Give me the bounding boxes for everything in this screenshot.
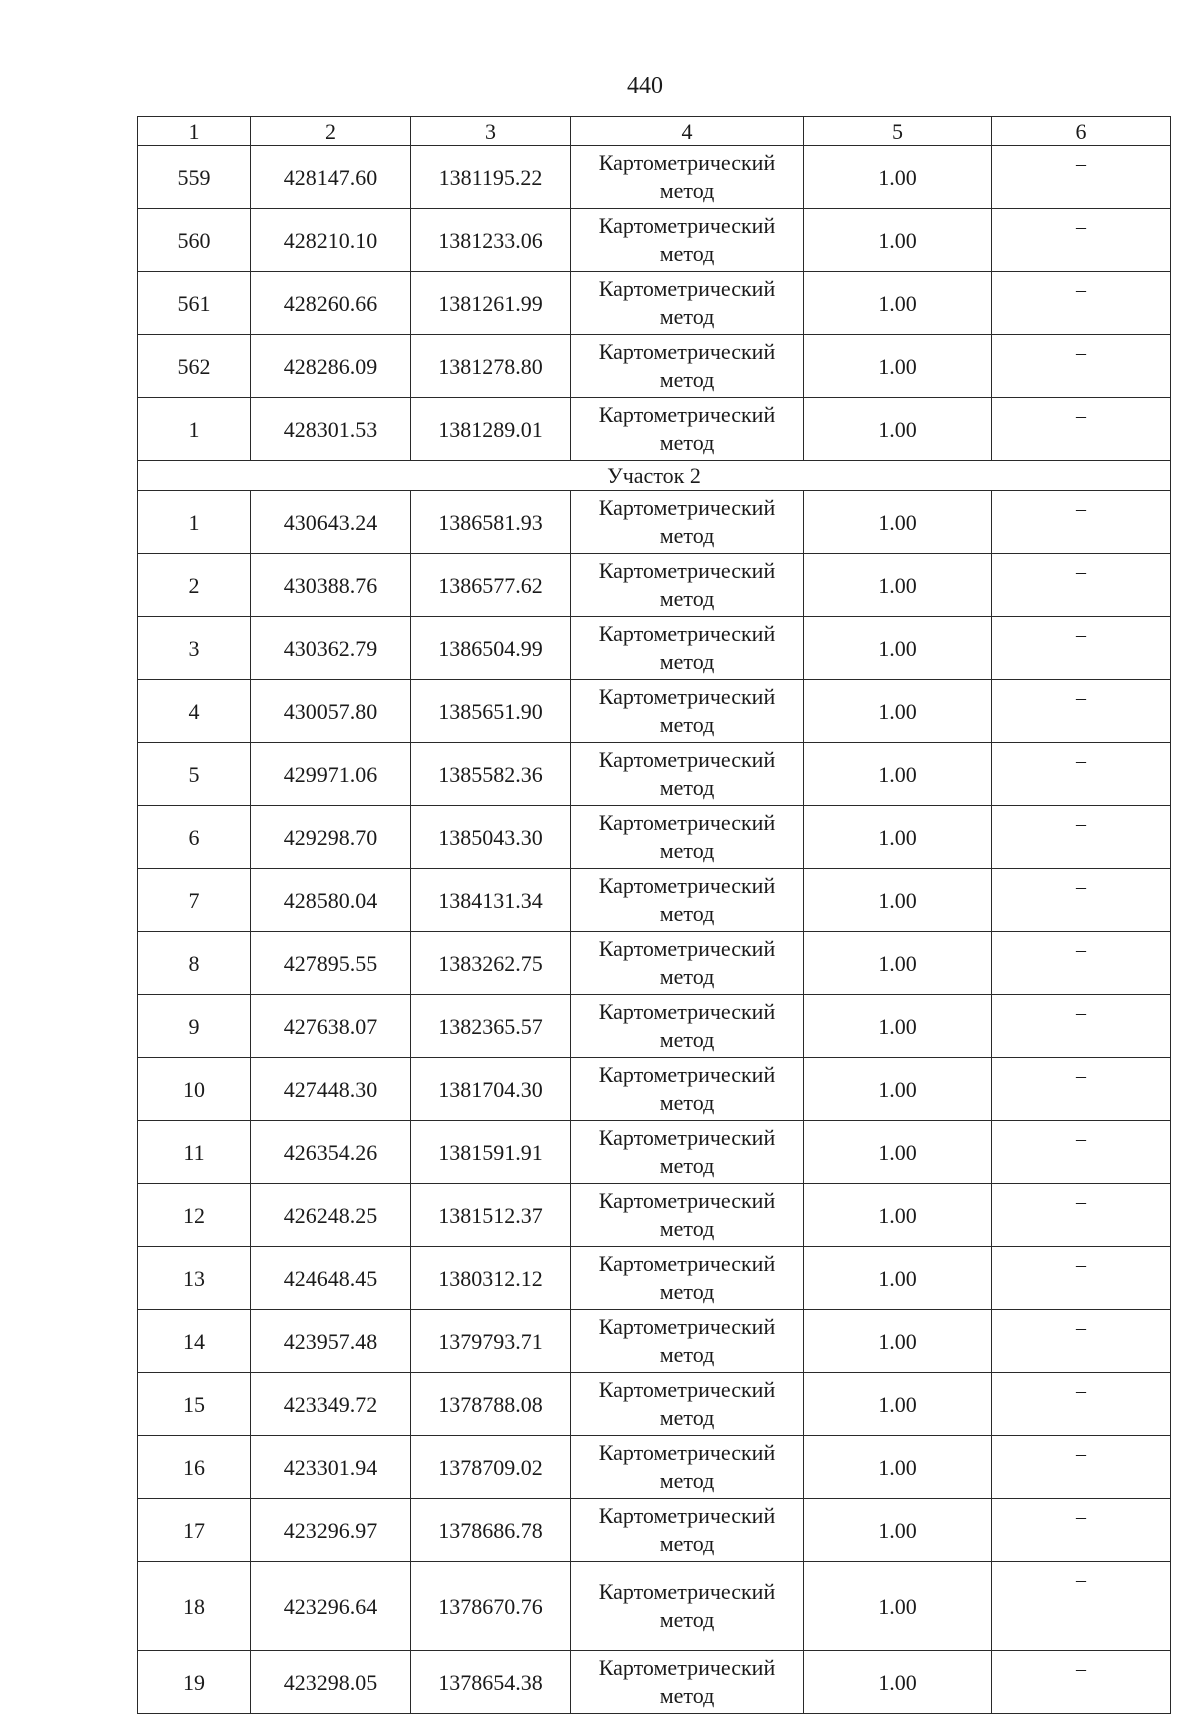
x-coordinate-cell: 426248.25 [251,1184,411,1247]
method-cell [571,932,804,995]
point-number-cell: 7 [138,869,251,932]
y-coordinate-cell: 1378654.38 [411,1651,571,1714]
y-coordinate-cell: 1381261.99 [411,272,571,335]
point-number-cell: 10 [138,1058,251,1121]
point-number-cell: 5 [138,743,251,806]
accuracy-cell: 1.00 [804,146,992,209]
accuracy-cell: 1.00 [804,398,992,461]
accuracy-cell: 1.00 [804,869,992,932]
point-number-cell: 1 [138,491,251,554]
y-coordinate-cell: 1378788.08 [411,1373,571,1436]
method-cell [571,491,804,554]
method-line-1: Картометрический [598,873,776,898]
column-header-6: 6 [992,117,1171,146]
accuracy-cell: 1.00 [804,1058,992,1121]
point-number-cell: 15 [138,1373,251,1436]
method-cell [571,617,804,680]
note-cell: – [992,398,1171,461]
accuracy-cell: 1.00 [804,1562,992,1651]
note-cell: – [992,1373,1171,1436]
table-row [138,272,1171,335]
method-line-2: метод [659,712,715,737]
y-coordinate-cell: 1381512.37 [411,1184,571,1247]
note-cell: – [992,146,1171,209]
method-line-2: метод [659,241,715,266]
method-cell [571,869,804,932]
coordinates-table [137,116,1171,1714]
accuracy-cell: 1.00 [804,1310,992,1373]
method-cell [571,1651,804,1714]
note-cell: – [992,1499,1171,1562]
accuracy-cell: 1.00 [804,680,992,743]
point-number-cell: 11 [138,1121,251,1184]
note-cell: – [992,272,1171,335]
x-coordinate-cell: 427448.30 [251,1058,411,1121]
table-row [138,1562,1171,1651]
method-line-1: Картометрический [598,402,776,427]
y-coordinate-cell: 1381233.06 [411,209,571,272]
note-cell: – [992,995,1171,1058]
note-cell: – [992,680,1171,743]
table-row [138,995,1171,1058]
table-row [138,398,1171,461]
table-row [138,491,1171,554]
method-cell [571,806,804,869]
y-coordinate-cell: 1385651.90 [411,680,571,743]
point-number-cell: 17 [138,1499,251,1562]
accuracy-cell: 1.00 [804,1436,992,1499]
table-row [138,806,1171,869]
method-cell [571,1184,804,1247]
accuracy-cell: 1.00 [804,491,992,554]
method-line-1: Картометрический [598,1188,776,1213]
method-line-1: Картометрический [598,1125,776,1150]
column-header-1: 1 [138,117,251,146]
x-coordinate-cell: 430057.80 [251,680,411,743]
note-cell: – [992,1651,1171,1714]
point-number-cell: 562 [138,335,251,398]
method-cell [571,146,804,209]
accuracy-cell: 1.00 [804,743,992,806]
method-line-1: Картометрический [598,810,776,835]
y-coordinate-cell: 1385043.30 [411,806,571,869]
x-coordinate-cell: 423301.94 [251,1436,411,1499]
note-cell: – [992,806,1171,869]
y-coordinate-cell: 1385582.36 [411,743,571,806]
y-coordinate-cell: 1386577.62 [411,554,571,617]
method-cell [571,1562,804,1651]
point-number-cell: 6 [138,806,251,869]
x-coordinate-cell: 427895.55 [251,932,411,995]
method-line-2: метод [659,1153,715,1178]
y-coordinate-cell: 1381704.30 [411,1058,571,1121]
point-number-cell: 18 [138,1562,251,1651]
section-label: Участок 2 [138,461,1171,491]
table-row [138,1436,1171,1499]
x-coordinate-cell: 427638.07 [251,995,411,1058]
y-coordinate-cell: 1378670.76 [411,1562,571,1651]
page-number: 440 [627,73,663,99]
x-coordinate-cell: 428301.53 [251,398,411,461]
method-line-1: Картометрический [598,276,776,301]
method-cell [571,1310,804,1373]
y-coordinate-cell: 1381195.22 [411,146,571,209]
method-line-1: Картометрический [598,1503,776,1528]
accuracy-cell: 1.00 [804,1651,992,1714]
accuracy-cell: 1.00 [804,272,992,335]
note-cell: – [992,1247,1171,1310]
table-row [138,680,1171,743]
method-cell [571,1247,804,1310]
method-line-2: метод [659,964,715,989]
table-row [138,617,1171,680]
method-line-1: Картометрический [598,150,776,175]
x-coordinate-cell: 428210.10 [251,209,411,272]
table-row [138,146,1171,209]
method-line-1: Картометрический [598,1655,776,1680]
method-line-2: метод [659,775,715,800]
accuracy-cell: 1.00 [804,1184,992,1247]
x-coordinate-cell: 428260.66 [251,272,411,335]
x-coordinate-cell: 423349.72 [251,1373,411,1436]
method-line-2: метод [659,1027,715,1052]
note-cell: – [992,617,1171,680]
note-cell: – [992,554,1171,617]
accuracy-cell: 1.00 [804,554,992,617]
table-row [138,743,1171,806]
point-number-cell: 2 [138,554,251,617]
method-line-1: Картометрический [598,621,776,646]
method-line-2: метод [659,1531,715,1556]
x-coordinate-cell: 430388.76 [251,554,411,617]
column-header-4: 4 [571,117,804,146]
method-cell [571,995,804,1058]
note-cell: – [992,1184,1171,1247]
x-coordinate-cell: 424648.45 [251,1247,411,1310]
x-coordinate-cell: 428286.09 [251,335,411,398]
table-row [138,1310,1171,1373]
method-line-2: метод [659,430,715,455]
accuracy-cell: 1.00 [804,932,992,995]
method-line-2: метод [659,838,715,863]
method-line-1: Картометрический [598,558,776,583]
method-line-1: Картометрический [598,495,776,520]
accuracy-cell: 1.00 [804,209,992,272]
method-line-2: метод [659,304,715,329]
accuracy-cell: 1.00 [804,1247,992,1310]
method-cell [571,1373,804,1436]
note-cell: – [992,743,1171,806]
method-line-1: Картометрический [598,1579,776,1604]
method-cell [571,335,804,398]
method-line-1: Картометрический [598,1251,776,1276]
method-line-1: Картометрический [598,936,776,961]
y-coordinate-cell: 1380312.12 [411,1247,571,1310]
table-row [138,1499,1171,1562]
method-line-2: метод [659,1468,715,1493]
header-row [138,117,1171,146]
point-number-cell: 12 [138,1184,251,1247]
x-coordinate-cell: 423296.97 [251,1499,411,1562]
table-row [138,932,1171,995]
method-line-2: метод [659,1607,715,1632]
point-number-cell: 559 [138,146,251,209]
table-row [138,209,1171,272]
note-cell: – [992,1121,1171,1184]
note-cell: – [992,209,1171,272]
table-body [138,146,1171,1714]
x-coordinate-cell: 430643.24 [251,491,411,554]
x-coordinate-cell: 429298.70 [251,806,411,869]
method-cell [571,1121,804,1184]
x-coordinate-cell: 423296.64 [251,1562,411,1651]
note-cell: – [992,335,1171,398]
point-number-cell: 1 [138,398,251,461]
note-cell: – [992,1562,1171,1651]
y-coordinate-cell: 1378709.02 [411,1436,571,1499]
method-line-2: метод [659,649,715,674]
x-coordinate-cell: 428580.04 [251,869,411,932]
table-row [138,1058,1171,1121]
x-coordinate-cell: 423298.05 [251,1651,411,1714]
method-cell [571,1499,804,1562]
table-row [138,1651,1171,1714]
accuracy-cell: 1.00 [804,335,992,398]
point-number-cell: 561 [138,272,251,335]
note-cell: – [992,1058,1171,1121]
method-cell [571,272,804,335]
accuracy-cell: 1.00 [804,1373,992,1436]
y-coordinate-cell: 1383262.75 [411,932,571,995]
method-line-1: Картометрический [598,213,776,238]
column-header-3: 3 [411,117,571,146]
method-line-2: метод [659,586,715,611]
y-coordinate-cell: 1381591.91 [411,1121,571,1184]
note-cell: – [992,869,1171,932]
x-coordinate-cell: 426354.26 [251,1121,411,1184]
method-line-2: метод [659,1683,715,1708]
method-cell [571,398,804,461]
method-line-2: метод [659,1279,715,1304]
method-line-1: Картометрический [598,999,776,1024]
method-line-1: Картометрический [598,747,776,772]
table-row [138,554,1171,617]
method-line-2: метод [659,1405,715,1430]
point-number-cell: 16 [138,1436,251,1499]
method-line-2: метод [659,1090,715,1115]
method-line-2: метод [659,367,715,392]
method-cell [571,554,804,617]
point-number-cell: 14 [138,1310,251,1373]
point-number-cell: 8 [138,932,251,995]
point-number-cell: 3 [138,617,251,680]
y-coordinate-cell: 1386581.93 [411,491,571,554]
method-cell [571,680,804,743]
x-coordinate-cell: 429971.06 [251,743,411,806]
method-line-1: Картометрический [598,1314,776,1339]
note-cell: – [992,491,1171,554]
note-cell: – [992,1436,1171,1499]
accuracy-cell: 1.00 [804,1121,992,1184]
method-line-1: Картометрический [598,1440,776,1465]
y-coordinate-cell: 1386504.99 [411,617,571,680]
accuracy-cell: 1.00 [804,806,992,869]
method-line-1: Картометрический [598,684,776,709]
x-coordinate-cell: 423957.48 [251,1310,411,1373]
y-coordinate-cell: 1378686.78 [411,1499,571,1562]
method-line-2: метод [659,1342,715,1367]
method-cell [571,209,804,272]
method-cell [571,1436,804,1499]
table-row [138,1121,1171,1184]
point-number-cell: 13 [138,1247,251,1310]
y-coordinate-cell: 1381289.01 [411,398,571,461]
table-row [138,1247,1171,1310]
method-line-2: метод [659,1216,715,1241]
table-row [138,869,1171,932]
y-coordinate-cell: 1382365.57 [411,995,571,1058]
x-coordinate-cell: 430362.79 [251,617,411,680]
method-line-1: Картометрический [598,1062,776,1087]
table-row [138,1373,1171,1436]
accuracy-cell: 1.00 [804,995,992,1058]
x-coordinate-cell: 428147.60 [251,146,411,209]
method-cell [571,1058,804,1121]
note-cell: – [992,1310,1171,1373]
point-number-cell: 560 [138,209,251,272]
y-coordinate-cell: 1379793.71 [411,1310,571,1373]
note-cell: – [992,932,1171,995]
point-number-cell: 9 [138,995,251,1058]
point-number-cell: 4 [138,680,251,743]
method-line-2: метод [659,523,715,548]
method-line-2: метод [659,901,715,926]
column-header-5: 5 [804,117,992,146]
accuracy-cell: 1.00 [804,1499,992,1562]
section-row [138,461,1171,491]
method-line-2: метод [659,178,715,203]
point-number-cell: 19 [138,1651,251,1714]
accuracy-cell: 1.00 [804,617,992,680]
coordinates-table-container [137,116,1170,1714]
method-line-1: Картометрический [598,1377,776,1402]
column-header-2: 2 [251,117,411,146]
y-coordinate-cell: 1384131.34 [411,869,571,932]
y-coordinate-cell: 1381278.80 [411,335,571,398]
table-row [138,1184,1171,1247]
table-row [138,335,1171,398]
method-cell [571,743,804,806]
method-line-1: Картометрический [598,339,776,364]
